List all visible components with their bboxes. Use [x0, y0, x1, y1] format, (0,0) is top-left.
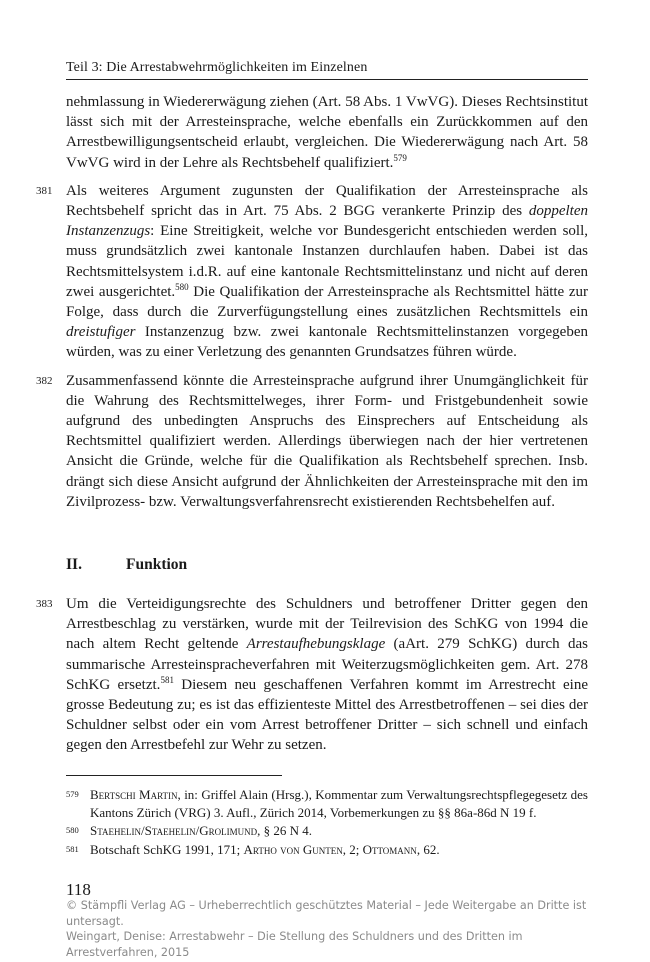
page-number: 118: [66, 880, 91, 899]
paragraph-continued: nehmlassung in Wiedererwägung ziehen (Art. 58 Abs. 1 VwVG). Dieses Rechtsinstitut lässt sich mit der Arresteinsprache, welche ebenfalls ein Zurückkommen auf den Arrestbewilligungsentscheid erlaubt, vergleichen. Die Wiedererwägung nach Art. 58 VwVG wird in der Lehre als Rechtsbehelf qualifiziert.$^{579}$: [66, 94, 588, 171]
paragraph-number: 382: [36, 374, 53, 387]
footnote-ref-581[interactable]: 581: [160, 674, 174, 685]
footnote-ref-579[interactable]: 579: [393, 152, 407, 163]
section-number: II.: [66, 556, 82, 573]
paragraph-381: 381 Als weiteres Argument zugunsten der Qualifikation der Arresteinsprache als Rechtsbehelf spricht das in Art. 75 Abs. 2 BGG verankerte Prinzip des doppelten Instanzenzugs: Eine Streitigkeit, welche vor Bundesgericht entschieden werden soll, muss grundsätzlich zwei kantonale Instanzen durchlaufen haben. Dabei ist das Rechtsmittelsystem i.d.R. auf eine kantonale Rechtsmittelinstanz und nicht auf deren zwei ausgerichtet.$^{580}$ Die Qualifikation der Arresteinsprache als Rechtsmittel hätte zur Folge, dass durch die Zurverfügungstellung eines zusätzlichen Rechtsmittels ein dreistufiger Instanzenzug bzw. zwei kantonale Rechtsmittelinstanzen vorgegeben würden, was zu einer Verletzung des genannten Grundsatzes führen würde.: [36, 182, 588, 361]
paragraph-383: 383 Um die Verteidigungsrechte des Schuldners und betroffener Dritter gegen den Arrestbeschlag zu verstärken, wurde mit der Teilrevision des SchKG von 1994 die nach altem Recht geltende Arrestaufhebungsklage (aArt. 279 SchKG) durch das summarische Arresteinspracheverfahren mit Weiterzugsmöglichkeiten gem. Art. 278 SchKG ersetzt.$^{581}$ Diesem neu geschaffenen Verfahren kommt im Arrestrecht eine grosse Bedeutung zu; es ist das effizienteste Mittel des Arrestbetroffenen – sei dies der Schuldner selbst oder ein vom Arrest betroffener Dritter – sich schnell und einfach gegen den Arrestbefehl zur Wehr zu setzen.: [36, 596, 589, 754]
body-text-lower: [36, 594, 589, 756]
footnote-ref-580[interactable]: 580: [175, 281, 189, 292]
section-title: Funktion: [126, 556, 188, 573]
footnote-divider: [66, 775, 282, 776]
footnotes: [66, 786, 588, 859]
section-heading: [66, 556, 187, 574]
footnote-581: 581 Botschaft SchKG 1991, 171; Artho von Gunten, 2; Ottomann, 62.: [66, 841, 440, 857]
paragraph-number: 381: [36, 184, 53, 197]
footnote-579: 579 Bertschi Martin, in: Griffel Alain (Hrsg.), Kommentar zum Verwaltungsrechtspflegegesetz des Kantons Zürich (VRG) 3. Aufl., Zürich 2014, Vorbemerkungen zu §§ 86a-86d N 19 f.: [66, 787, 588, 820]
copyright-line-1: © Stämpfli Verlag AG – Urheberrechtlich geschütztes Material – Jede Weitergabe an Dritte ist untersagt.: [66, 899, 587, 928]
copyright-notice: [66, 898, 588, 960]
footnote-580: 580 Staehelin/Staehelin/Grolimund, § 26 N 4.: [66, 823, 312, 838]
paragraph-382: 382 Zusammenfassend könnte die Arresteinsprache aufgrund ihrer Unumgänglichkeit für die Wahrung des Rechtsmittelweges, ihrer Form- und Fristgebundenheit sowie aufgrund des unbedingten Anspruchs des Einsprechers auf Entscheidung als Rechtsmittel qualifiziert werden. Allerdings überwiegen nach der hier vertretenen Ansicht die Gründe, welche für die Qualifikation als Rechtsbehelf sprechen. Insb. drängt sich diese Ansicht aufgrund der Ähnlichkeiten der Arresteinsprache mit den im Zivilprozess- bzw. Verwaltungsverfahrensrecht existierenden Rechtsbehelfen auf.: [36, 372, 588, 510]
running-head: Teil 3: Die Arrestabwehrmöglichkeiten im Einzelnen: [66, 60, 588, 80]
body-text: [36, 92, 588, 512]
paragraph-number: 383: [36, 598, 53, 610]
copyright-line-2: Weingart, Denise: Arrestabwehr – Die Stellung des Schuldners und des Dritten im Arrestverfahren, 2015: [66, 930, 523, 959]
